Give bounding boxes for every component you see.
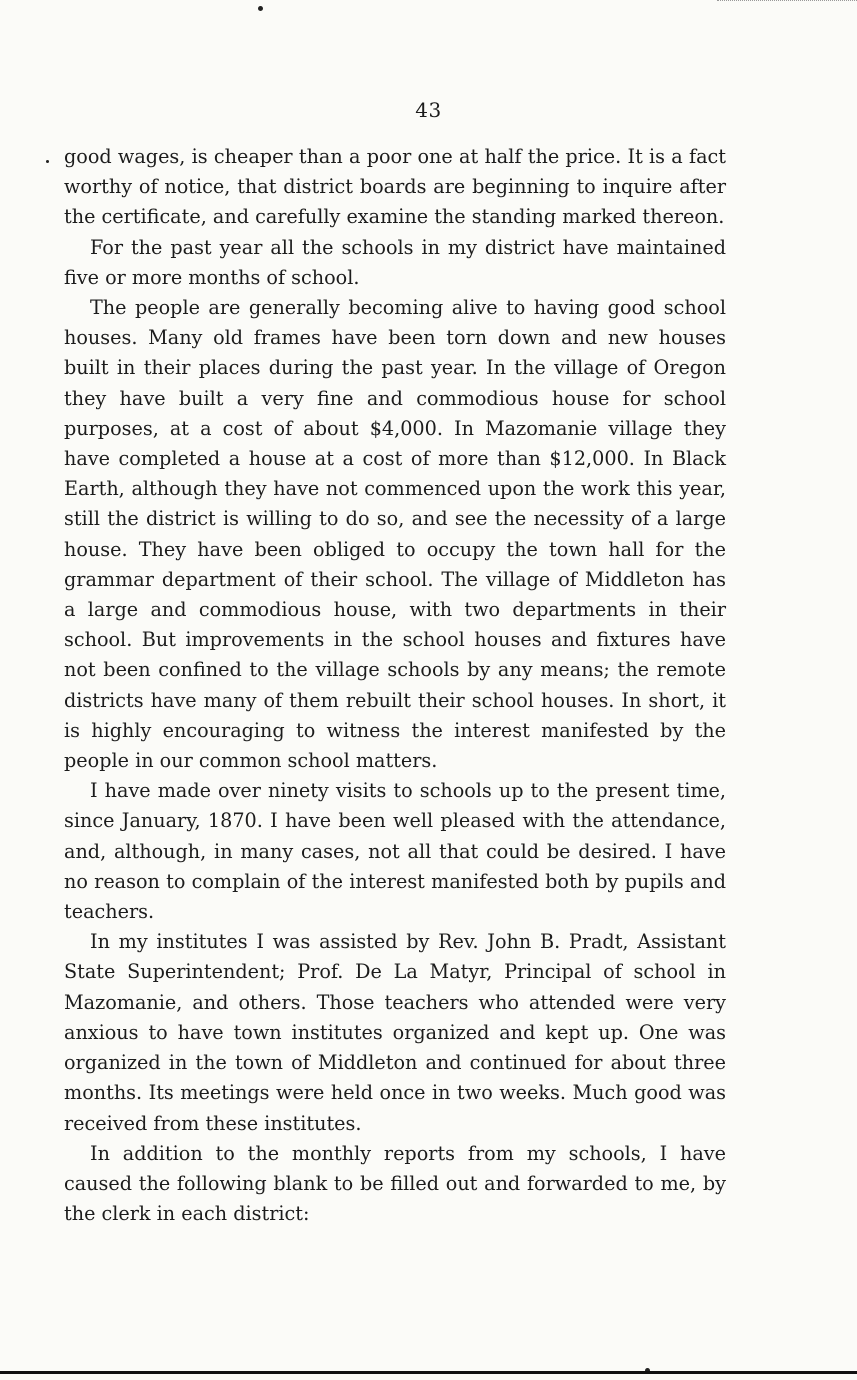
top-edge-mark [717,0,857,4]
paragraph: The people are generally becoming alive to having good school houses. Many old frames have been torn down and new houses built in their places during the past year. In the village of Oregon they have built a very fine and commodious house for school purposes, at a cost of about $4,000. In Mazomanie village they have completed a house at a cost of more than $12,000. In Black Earth, although they have not commenced upon the work this year, still the district is willing to do so, and see the necessity of a large house. They have been obliged to occupy the town hall for the grammar department of their school. The village of Middleton has a large and commodious house, with two departments in their school. But improvements in the school houses and fixtures have not been confined to the village schools by any means; the remote districts have many of them rebuilt their school houses. In short, it is highly encouraging to witness the interest manifested by the people in our common school matters. [64,296,726,773]
paragraph: good wages, is cheaper than a poor one at half the price. It is a fact worthy of notice, that district boards are beginning to inquire after the certificate, and carefully examine the standing marked thereon. [64,145,726,229]
paragraph: In addition to the monthly reports from my schools, I have caused the following blank to be filled out and forwarded to me, by the clerk in each district: [64,1141,726,1226]
paragraph: In my institutes I was assisted by Rev. John B. Pradt, Assistant State Superintendent; Prof. De La Matyr, Principal of school in Mazomanie, and others. Those teachers who attended were very anxious to have town institutes organized and kept up. One was organized in the town of Middleton and continued for about three months. Its meetings were held once in two weeks. Much good was received from these institutes. [64,930,726,1135]
page-number: 43 [415,98,442,122]
ink-speck [46,160,49,163]
paragraph: For the past year all the schools in my district have maintained five or more months of school. [64,235,726,289]
body-text [64,142,726,1229]
paragraph: I have made over ninety visits to schools up to the present time, since January, 1870. I have been well pleased with the attendance, and, although, in many cases, not all that could be desired. I have no reason to complain of the interest manifested both by pupils and teachers. [64,779,726,924]
ink-speck [258,6,263,11]
bottom-edge-rule [0,1371,857,1374]
